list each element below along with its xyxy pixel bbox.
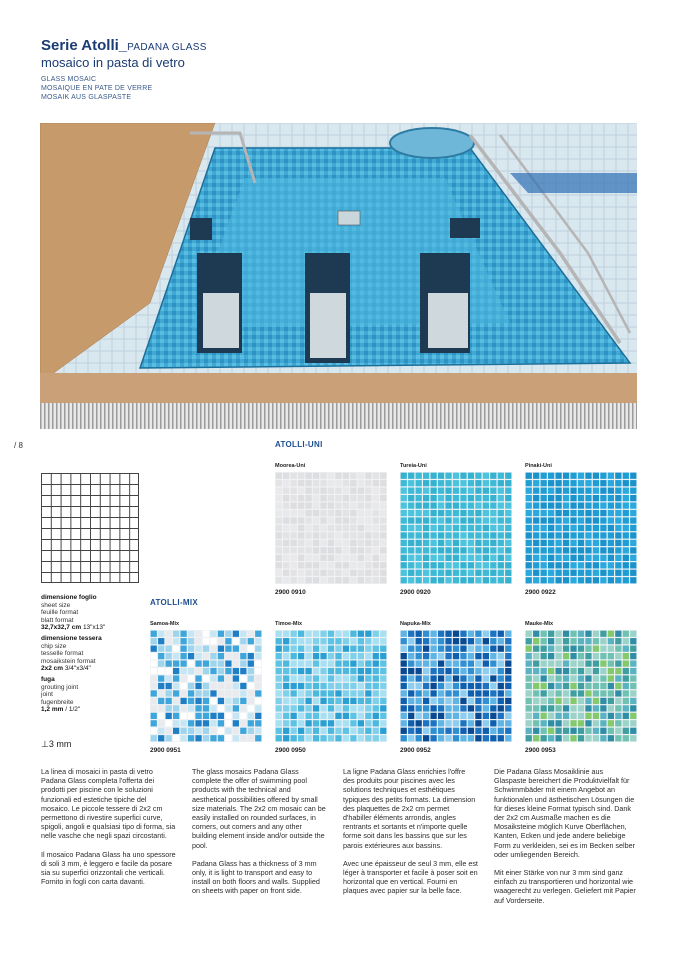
- joint-lang: joint: [41, 691, 53, 699]
- joint-value: 1,2 mm / 1/2": [41, 706, 81, 714]
- sheet-size-value: 32,7x32,7 cm 13"x13": [41, 624, 106, 632]
- chip-size-lang: tesselle format: [41, 650, 84, 658]
- sheet-grid-diagram: [41, 473, 139, 583]
- tile-code: 2900 0922: [525, 589, 556, 596]
- mix-section-title: ATOLLI-MIX: [150, 598, 199, 607]
- text-column-italian: [41, 767, 176, 895]
- tile-swatch: [400, 630, 512, 742]
- paragraph: Il mosaico Padana Glass ha uno spessore di soli 3 mm, è leggero e facile da posare sia su superfici orizzontali che verticali. Fornito in fogli con carta davanti.: [41, 849, 176, 887]
- tile-label: Mauke-Mix: [525, 621, 554, 627]
- pool-photo: [40, 123, 637, 429]
- lang-subtitle-fr: MOSAIQUE EN PATE DE VERRE: [41, 85, 153, 92]
- chip-size-lang: mosaikstein format: [41, 657, 96, 665]
- page-subtitle: mosaico in pasta di vetro: [41, 55, 185, 70]
- text-column-english: [192, 767, 327, 905]
- sheet-size-lang: sheet size: [41, 601, 71, 609]
- chip-size-value: 2x2 cm 3/4"x3/4": [41, 665, 91, 673]
- chip-size-title: dimensione tessera: [41, 634, 102, 642]
- paragraph: Die Padana Glass Mosaiklinie aus Glaspaste bereichert die Produktvielfalt für Schwimmbäder mit einem Angebot an funktionalen und ästhetischen Lösungen die für dieses kleine Format typisch sind. Dank der 2x2 cm Ausmaße machen es die Mosaiksteine möglich Kurve Oberflächen, Kanten, Ecken und jede andere beliebige Form zu verkleiden, sei es im Becken selber oder umliegenden Bereich.: [494, 767, 636, 859]
- joint-lang: fugenbreite: [41, 698, 74, 706]
- joint-inch: / 1/2": [65, 706, 81, 714]
- tile-code: 2900 0953: [525, 747, 556, 754]
- uni-section-title: ATOLLI-UNI: [275, 440, 323, 449]
- paragraph: The glass mosaics Padana Glass complete the offer of swimming pool products with the technical and aesthetical possibilities offered by small size materials. The 2x2 cm mosaic can be easily installed on rounded surfaces, in corners, out corners and any other building element inside and/or outside the pool.: [192, 767, 326, 850]
- chip-size-lang: chip size: [41, 642, 67, 650]
- tile-label: Samoa-Mix: [150, 621, 180, 627]
- tile-code: 2900 0920: [400, 589, 431, 596]
- thickness-value: 3 mm: [48, 739, 72, 749]
- joint-lang: grouting joint: [41, 683, 79, 691]
- tile-code: 2900 0952: [400, 747, 431, 754]
- sheet-size-title: dimensione foglio: [41, 594, 97, 601]
- tile-code: 2900 0950: [275, 747, 306, 754]
- tile-label: Timoe-Mix: [275, 621, 303, 627]
- paragraph: Mit einer Stärke von nur 3 mm sind ganz einfach zu transportieren und horizontal wie waagerecht zu verlegen. Geliefert mit Papier auf Vorderseite.: [494, 868, 636, 905]
- text-column-french: [343, 767, 478, 905]
- thickness: [41, 739, 71, 750]
- page-number: / 8: [14, 441, 23, 450]
- series-name: Serie Atolli_: [41, 37, 128, 54]
- specifications: [41, 594, 151, 714]
- language-subtitles: [41, 75, 152, 102]
- tile-swatch: [400, 472, 512, 584]
- tile-label: Tureia-Uni: [400, 463, 427, 469]
- paragraph: Avec une épaisseur de seul 3 mm, elle est léger à transporter et facile à poser soit en horizontal que en vertical. Fourni en plaques avec papier sur la belle face.: [343, 858, 478, 896]
- paragraph: La ligne Padana Glass enrichies l'offre des produits pour piscines avec les solutions techniques et esthétiques typiques des petits formats. La dimension des plaquettes de 2x2 cm permet d'habiller éléments arrondis, angles rentrants et sortants et n'importe quelle forme soit dans les bassins que sur les parois extérieures aux bassins.: [343, 767, 476, 850]
- chip-size-inch: 3/4"x3/4": [64, 665, 91, 673]
- lang-subtitle-de: MOSAIK AUS GLASPASTE: [41, 94, 132, 101]
- sheet-size-lang: blatt format: [41, 616, 74, 624]
- tile-code: 2900 0951: [150, 747, 181, 754]
- tile-swatch: [525, 630, 637, 742]
- text-column-german: [494, 767, 637, 914]
- paragraph: Padana Glass has a thickness of 3 mm only, it is light to transport and easy to install on both floors and walls. Supplied on sheets with paper on front side.: [192, 858, 320, 896]
- lang-subtitle-en: GLASS MOSAIC: [41, 76, 97, 83]
- thickness-icon: ⊥: [41, 739, 49, 749]
- joint-title: fuga: [41, 675, 55, 683]
- sheet-size-inch: 13"x13": [82, 624, 106, 632]
- tile-label: Napuka-Mix: [400, 621, 431, 627]
- tile-code: 2900 0910: [275, 589, 306, 596]
- tile-label: Pinaki-Uni: [525, 463, 552, 469]
- tile-swatch: [150, 630, 262, 742]
- page-title: [41, 38, 207, 56]
- tile-label: Moorea-Uni: [275, 463, 306, 469]
- tile-swatch: [275, 630, 387, 742]
- sheet-size-lang: feuille format: [41, 609, 79, 617]
- paragraph: La linea di mosaici in pasta di vetro Padana Glass completa l'offerta dei prodotti per piscine con le soluzioni funzionali ed estetiche tipiche del mosaico. Le piccole tessere di 2x2 cm permettono di rivestire superfici curve, spigoli, angoli e qualsiasi tipo di forma, sia nelle vasche che negli spazi circostanti.: [41, 767, 176, 841]
- brand-name: PADANA GLASS: [127, 42, 207, 53]
- tile-swatch: [275, 472, 387, 584]
- tile-swatch: [525, 472, 637, 584]
